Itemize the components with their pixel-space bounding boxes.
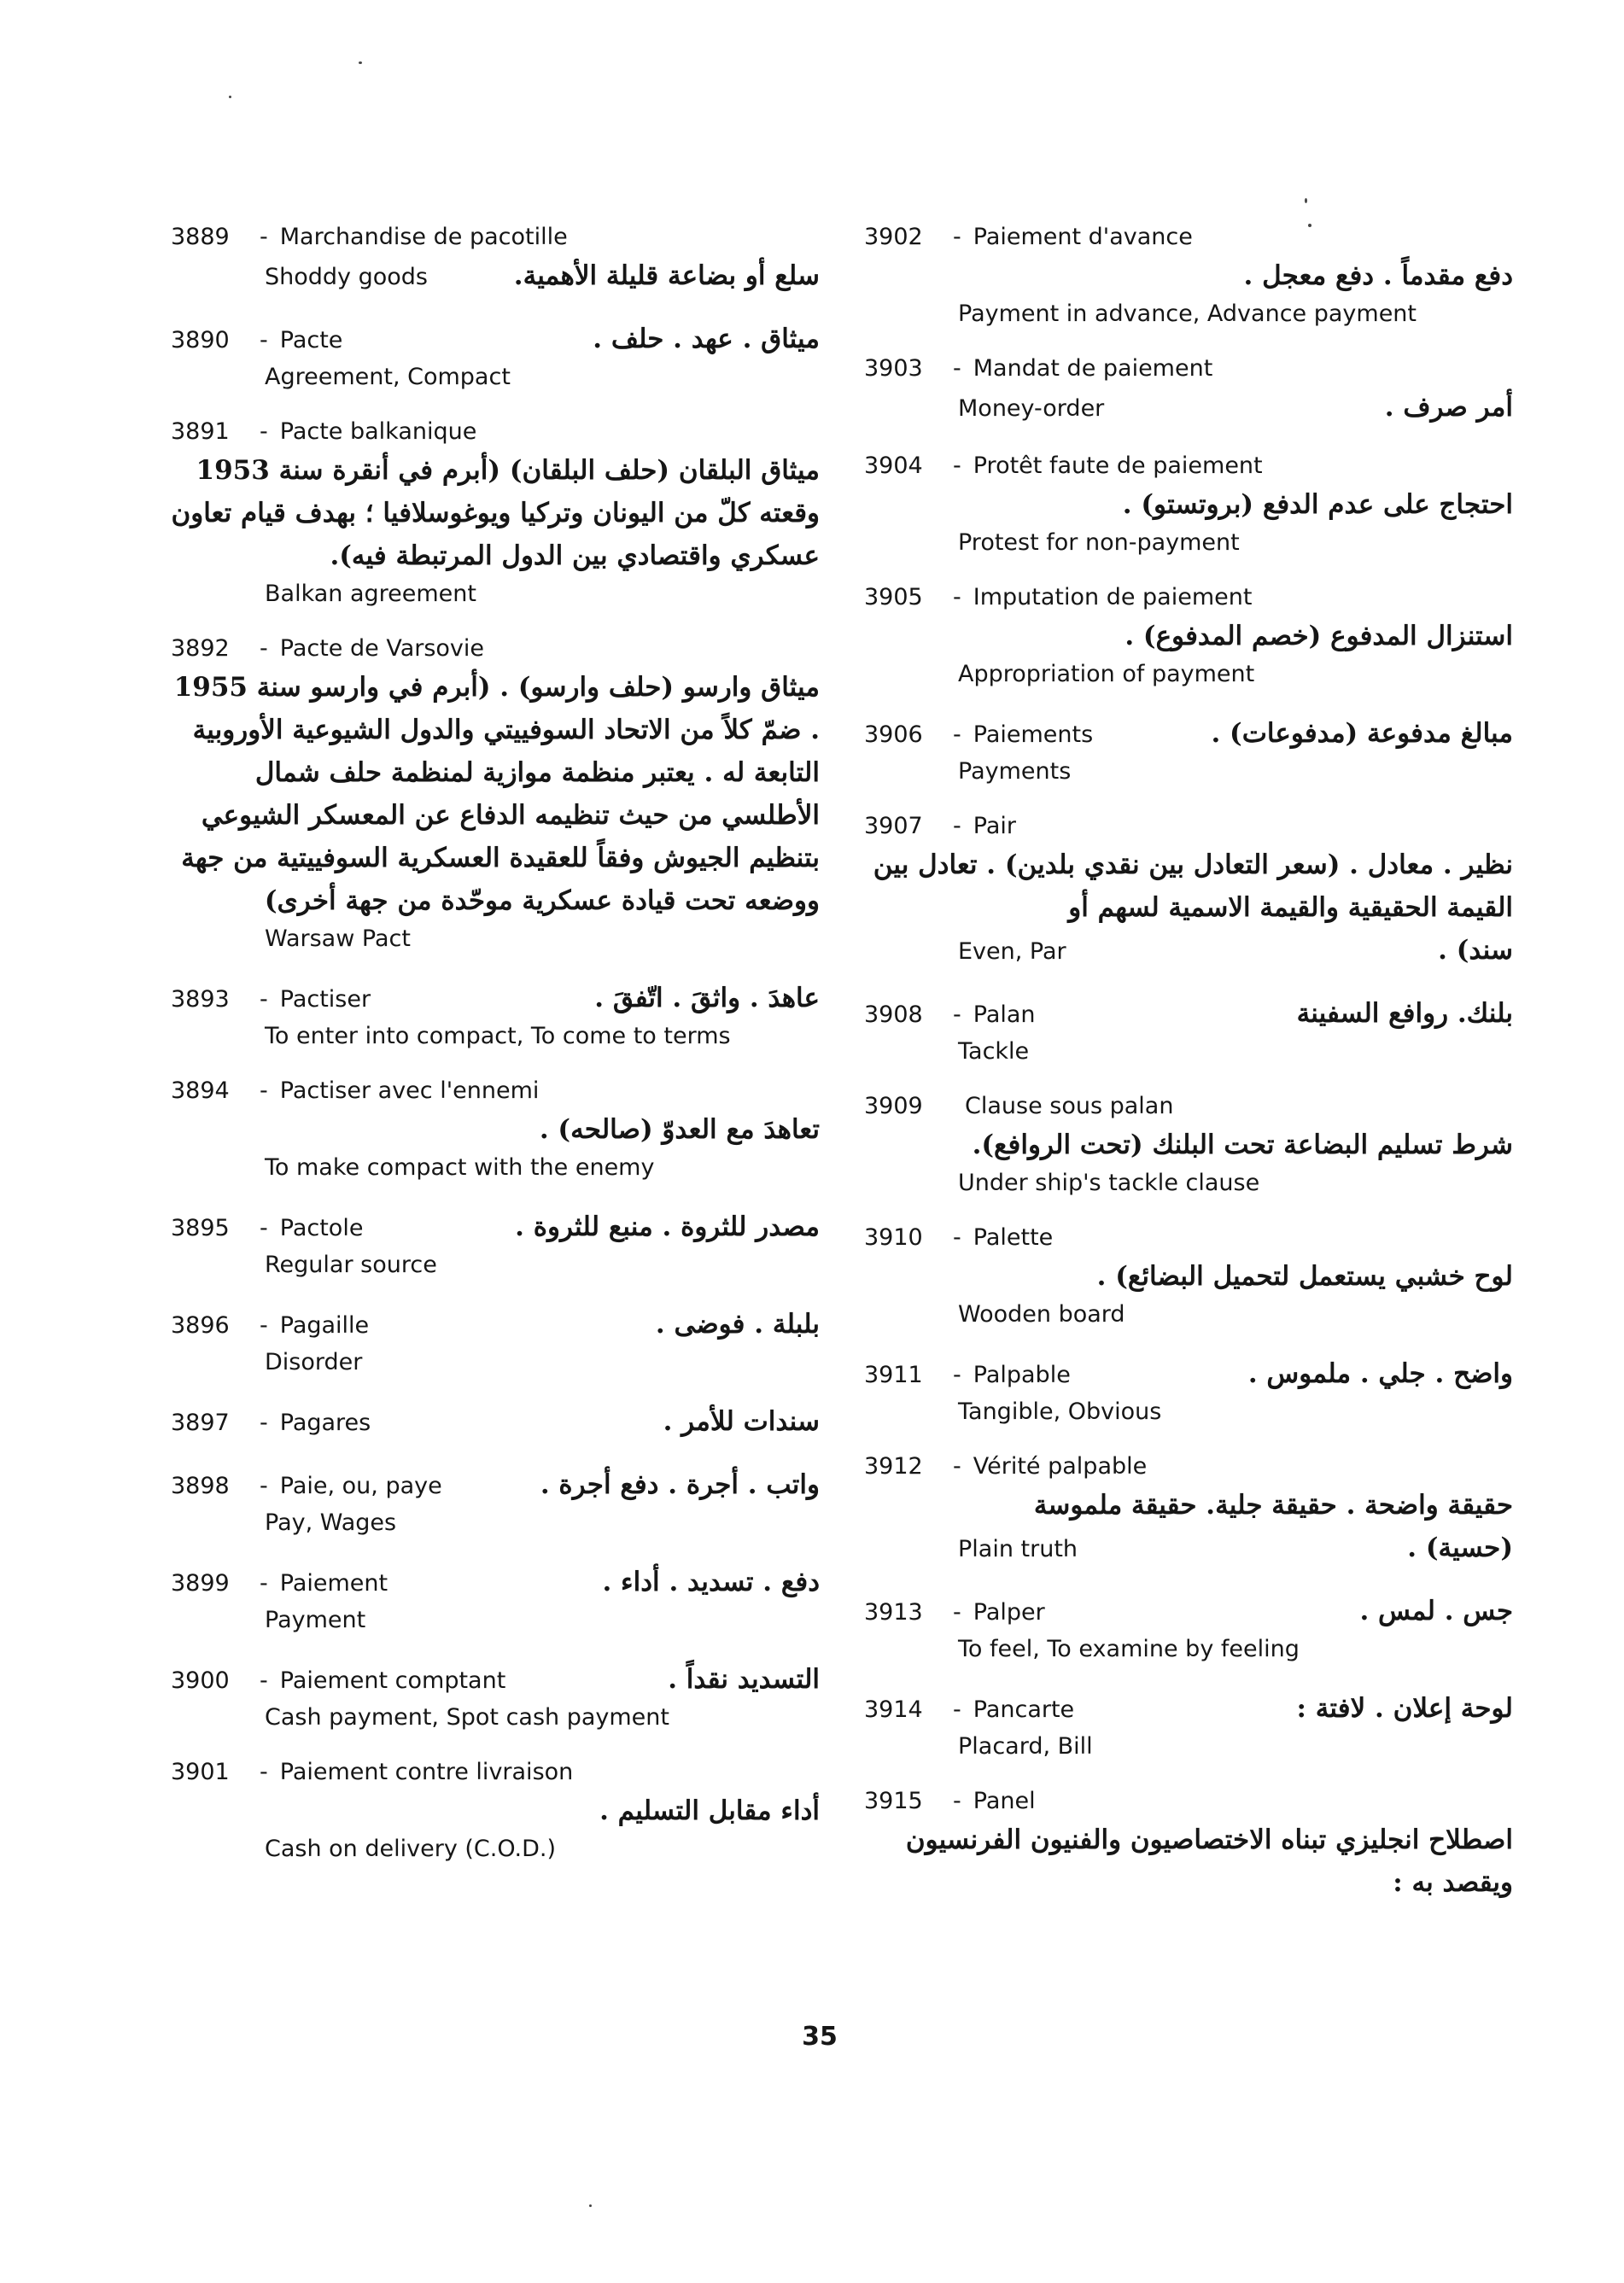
dictionary-entry xyxy=(171,1755,820,1866)
dictionary-entry xyxy=(171,1463,820,1540)
page-number: 35 xyxy=(802,2022,838,2052)
entry-heading xyxy=(864,1352,1513,1395)
french-term: Palette xyxy=(973,1224,1054,1251)
entry-heading xyxy=(171,977,820,1019)
english-term: Payment xyxy=(265,1607,366,1633)
entry-separator: - xyxy=(260,1473,268,1499)
dictionary-entry xyxy=(864,1089,1513,1200)
dictionary-entry xyxy=(171,977,820,1054)
entry-number: 3892 xyxy=(171,635,230,662)
english-term: To feel, To examine by feeling xyxy=(958,1636,1300,1662)
entry-number: 3911 xyxy=(864,1362,923,1388)
entry-number: 3889 xyxy=(171,224,230,250)
dictionary-entry xyxy=(864,352,1513,429)
entry-number: 3908 xyxy=(864,1001,923,1028)
entry-separator: - xyxy=(953,813,961,839)
entry-number: 3895 xyxy=(171,1215,230,1241)
entry-number: 3909 xyxy=(864,1093,923,1119)
arabic-translation: دفع . تسديد . أداء . xyxy=(602,1567,820,1597)
arabic-translation: تعاهدَ مع العدوّ (صالحه) . xyxy=(539,1114,820,1145)
english-term: Even, Par xyxy=(958,938,1066,965)
entry-number: 3899 xyxy=(171,1570,230,1597)
entry-number: 3902 xyxy=(864,224,923,250)
dictionary-entry xyxy=(864,1687,1513,1764)
dictionary-entry xyxy=(171,632,820,956)
dictionary-entry xyxy=(864,1352,1513,1429)
scan-speck xyxy=(229,96,231,98)
english-term: Cash payment, Spot cash payment xyxy=(265,1704,669,1731)
entry-separator: - xyxy=(953,1599,961,1626)
english-term: Regular source xyxy=(265,1252,437,1278)
entry-number: 3903 xyxy=(864,355,923,382)
entry-separator: - xyxy=(953,355,961,382)
arabic-translation: عاهدَ . واثقَ . اتّفقَ . xyxy=(594,983,820,1013)
entry-separator: - xyxy=(953,1453,961,1480)
arabic-translation: بلنك. روافع السفينة xyxy=(1296,998,1513,1029)
entry-separator: - xyxy=(953,1001,961,1028)
arabic-translation: استنزال المدفوع (خصم المدفوع) . xyxy=(1125,621,1513,651)
translation-row xyxy=(864,929,1513,972)
arabic-translation: لوح خشبي يستعمل لتحميل البضائع) . xyxy=(1096,1261,1513,1292)
entry-heading xyxy=(171,1206,820,1248)
arabic-translation: بلبلة . فوضى . xyxy=(655,1309,820,1340)
english-term: Tangible, Obvious xyxy=(958,1398,1162,1425)
dictionary-entry xyxy=(171,1561,820,1638)
entry-number: 3900 xyxy=(171,1667,230,1694)
translation-row xyxy=(864,386,1513,429)
entry-number: 3912 xyxy=(864,1453,923,1480)
entry-heading xyxy=(864,220,1513,254)
arabic-translation: نظير . معادل . (سعر التعادل بين نقدي بلدين) . تعادل بين القيمة الحقيقية والقيمة الاسمية لسهم أو xyxy=(873,850,1513,923)
entry-separator: - xyxy=(953,584,961,610)
arabic-translation: حقيقة واضحة . حقيقة جلية. حقيقة ملموسة xyxy=(1033,1490,1513,1521)
arabic-translation: دفع مقدماً . دفع معجل . xyxy=(1243,260,1513,291)
entry-number: 3915 xyxy=(864,1788,923,1814)
arabic-translation: التسديد نقداً . xyxy=(668,1664,820,1695)
french-term: Panel xyxy=(973,1788,1036,1814)
entry-heading xyxy=(171,1303,820,1346)
arabic-translation: ميثاق . عهد . حلف . xyxy=(593,324,820,354)
entry-heading xyxy=(864,581,1513,615)
entry-separator: - xyxy=(260,1077,268,1104)
english-term: Under ship's tackle clause xyxy=(958,1170,1260,1196)
scan-speck xyxy=(1308,224,1311,227)
dictionary-entry xyxy=(171,220,820,297)
entry-heading xyxy=(171,415,820,449)
scan-speck xyxy=(1305,198,1307,203)
french-term: Paiement contre livraison xyxy=(279,1759,574,1785)
english-term: Disorder xyxy=(265,1349,363,1375)
entry-separator: - xyxy=(260,1667,268,1694)
dictionary-entry xyxy=(171,1658,820,1735)
left-column xyxy=(171,220,820,1887)
entry-number: 3914 xyxy=(864,1696,923,1723)
english-term: Shoddy goods xyxy=(265,264,428,290)
dictionary-entry xyxy=(864,712,1513,789)
arabic-translation: أمر صرف . xyxy=(1384,392,1513,423)
entry-separator: - xyxy=(260,1759,268,1785)
entry-number: 3894 xyxy=(171,1077,230,1104)
translation-row xyxy=(864,1527,1513,1569)
entry-heading xyxy=(864,1590,1513,1632)
french-term: Paiement d'avance xyxy=(973,224,1193,250)
french-term: Paiement xyxy=(279,1570,388,1597)
english-term: Balkan agreement xyxy=(265,581,476,607)
entry-heading xyxy=(171,1561,820,1603)
french-term: Protêt faute de paiement xyxy=(973,453,1263,479)
arabic-translation: سلع أو بضاعة قليلة الأهمية. xyxy=(513,260,820,291)
english-term: Protest for non-payment xyxy=(958,529,1240,556)
french-term: Pacte xyxy=(279,327,343,353)
arabic-translation: احتجاج على عدم الدفع (بروتستو) . xyxy=(1122,489,1513,520)
entry-heading xyxy=(864,1089,1513,1124)
entry-number: 3906 xyxy=(864,721,923,748)
entry-separator: - xyxy=(260,327,268,353)
english-term: Agreement, Compact xyxy=(265,364,511,390)
entry-heading xyxy=(171,1755,820,1790)
entry-separator: - xyxy=(260,418,268,445)
french-term: Paiement comptant xyxy=(279,1667,506,1694)
entry-heading xyxy=(171,318,820,360)
entry-number: 3913 xyxy=(864,1599,923,1626)
french-term: Pactiser xyxy=(279,986,371,1013)
entry-heading xyxy=(864,352,1513,386)
entry-number: 3901 xyxy=(171,1759,230,1785)
entry-separator: - xyxy=(953,1362,961,1388)
dictionary-entry xyxy=(864,1221,1513,1332)
arabic-translation: لوحة إعلان . لافتة : xyxy=(1296,1693,1513,1724)
english-term: Tackle xyxy=(958,1038,1030,1065)
english-term: Cash on delivery (C.O.D.) xyxy=(265,1836,556,1862)
arabic-translation: اصطلاح انجليزي تبناه الاختصاصيون والفنيون الفرنسيون ويقصد به : xyxy=(905,1825,1513,1898)
french-term: Paie, ou, paye xyxy=(279,1473,442,1499)
arabic-translation: ميثاق وارسو (حلف وارسو) . (أبرم في وارسو سنة 1955 . ضمّ كلاً من الاتحاد السوفييتي والدول الشيوعية الأوروبية التابعة له . يعتبر منظمة موازية لمنظمة حلف شمال الأطلسي من حيث تنظيمه الدفاع عن المعسكر الشيوعي بتنظيم الجيوش وفقاً للعقيدة العسكرية السوفييتية من جهة ووضعه تحت قيادة عسكرية موحّدة من جهة أخرى) xyxy=(173,672,820,916)
arabic-translation-tail: (حسية) . xyxy=(1407,1533,1513,1563)
translation-row xyxy=(171,254,820,297)
entry-separator: - xyxy=(260,1570,268,1597)
arabic-translation: مبالغ مدفوعة (مدفوعات) . xyxy=(1211,718,1513,749)
entry-heading xyxy=(864,712,1513,755)
dictionary-entry xyxy=(864,992,1513,1069)
french-term: Palper xyxy=(973,1599,1045,1626)
scan-speck xyxy=(589,2204,592,2207)
entry-separator: - xyxy=(260,1215,268,1241)
entry-separator: - xyxy=(260,224,268,250)
dictionary-entry xyxy=(171,1074,820,1185)
right-column xyxy=(864,220,1513,1924)
arabic-translation-tail: سند) . xyxy=(1438,935,1513,966)
entry-number: 3891 xyxy=(171,418,230,445)
french-term: Pair xyxy=(973,813,1016,839)
entry-heading xyxy=(864,809,1513,844)
french-term: Pagares xyxy=(279,1410,371,1436)
entry-number: 3896 xyxy=(171,1312,230,1339)
french-term: Pacte balkanique xyxy=(279,418,477,445)
dictionary-entry xyxy=(171,415,820,611)
entry-separator: - xyxy=(953,1788,961,1814)
entry-separator: - xyxy=(260,635,268,662)
entry-number: 3890 xyxy=(171,327,230,353)
french-term: Clause sous palan xyxy=(965,1093,1174,1119)
entry-number: 3897 xyxy=(171,1410,230,1436)
english-term: To enter into compact, To come to terms xyxy=(265,1023,731,1049)
dictionary-entry xyxy=(864,1590,1513,1667)
arabic-translation: ميثاق البلقان (حلف البلقان) (أبرم في أنقرة سنة 1953 وقعته كلّ من اليونان وتركيا ويوغوسلافيا ؛ بهدف قيام تعاون عسكري واقتصادي بين الدول المرتبطة فيه). xyxy=(171,455,820,571)
dictionary-entry xyxy=(864,220,1513,331)
entry-number: 3898 xyxy=(171,1473,230,1499)
arabic-translation: مصدر للثروة . منبع للثروة . xyxy=(515,1212,820,1242)
english-term: Pay, Wages xyxy=(265,1509,397,1536)
entry-heading xyxy=(171,1074,820,1108)
entry-separator: - xyxy=(953,1224,961,1251)
english-term: Payments xyxy=(958,758,1072,785)
entry-heading xyxy=(864,992,1513,1035)
english-term: Warsaw Pact xyxy=(265,925,411,952)
french-term: Paiements xyxy=(973,721,1094,748)
dictionary-entry xyxy=(171,1303,820,1380)
dictionary-entry xyxy=(171,1400,820,1443)
entry-heading xyxy=(864,1221,1513,1255)
scan-speck xyxy=(359,61,362,64)
arabic-translation: شرط تسليم البضاعة تحت البلنك (تحت الروافع). xyxy=(972,1130,1513,1160)
dictionary-entry xyxy=(171,318,820,394)
french-term: Pacte de Varsovie xyxy=(279,635,485,662)
entry-heading xyxy=(171,632,820,666)
entry-heading xyxy=(171,1658,820,1701)
dictionary-entry xyxy=(864,449,1513,560)
entry-separator: - xyxy=(260,1312,268,1339)
entry-heading xyxy=(171,1400,820,1443)
entry-heading xyxy=(864,1784,1513,1819)
entry-separator: - xyxy=(953,1696,961,1723)
entry-separator: - xyxy=(953,453,961,479)
english-term: Money-order xyxy=(958,395,1105,422)
entry-heading xyxy=(171,220,820,254)
arabic-translation: واتب . أجرة . دفع أجرة . xyxy=(540,1469,820,1500)
entry-separator: - xyxy=(953,224,961,250)
english-term: To make compact with the enemy xyxy=(265,1154,655,1181)
english-term: Plain truth xyxy=(958,1536,1078,1562)
english-term: Wooden board xyxy=(958,1301,1125,1328)
entry-number: 3904 xyxy=(864,453,923,479)
entry-heading xyxy=(864,1687,1513,1730)
english-term: Placard, Bill xyxy=(958,1733,1093,1760)
dictionary-entry xyxy=(864,581,1513,692)
dictionary-entry xyxy=(864,809,1513,972)
french-term: Imputation de paiement xyxy=(973,584,1253,610)
entry-number: 3893 xyxy=(171,986,230,1013)
entry-heading xyxy=(864,449,1513,483)
entry-separator: - xyxy=(953,721,961,748)
french-term: Pancarte xyxy=(973,1696,1075,1723)
dictionary-entry xyxy=(171,1206,820,1282)
french-term: Marchandise de pacotille xyxy=(279,224,568,250)
entry-heading xyxy=(864,1450,1513,1484)
entry-number: 3907 xyxy=(864,813,923,839)
entry-heading xyxy=(171,1463,820,1506)
entry-number: 3910 xyxy=(864,1224,923,1251)
arabic-translation: أداء مقابل التسليم . xyxy=(599,1795,820,1826)
french-term: Palan xyxy=(973,1001,1036,1028)
entry-number: 3905 xyxy=(864,584,923,610)
french-term: Pactiser avec l'ennemi xyxy=(279,1077,540,1104)
entry-separator: - xyxy=(260,986,268,1013)
english-term: Appropriation of payment xyxy=(958,661,1255,687)
arabic-translation: واضح . جلي . ملموس . xyxy=(1247,1358,1513,1389)
french-term: Palpable xyxy=(973,1362,1071,1388)
arabic-translation: جس . لمس . xyxy=(1359,1596,1513,1626)
entry-separator: - xyxy=(260,1410,268,1436)
french-term: Pactole xyxy=(279,1215,364,1241)
french-term: Vérité palpable xyxy=(973,1453,1148,1480)
arabic-translation: سندات للأمر . xyxy=(663,1406,820,1437)
french-term: Mandat de paiement xyxy=(973,355,1213,382)
dictionary-entry xyxy=(864,1450,1513,1569)
french-term: Pagaille xyxy=(279,1312,370,1339)
english-term: Payment in advance, Advance payment xyxy=(958,301,1417,327)
dictionary-entry xyxy=(864,1784,1513,1904)
